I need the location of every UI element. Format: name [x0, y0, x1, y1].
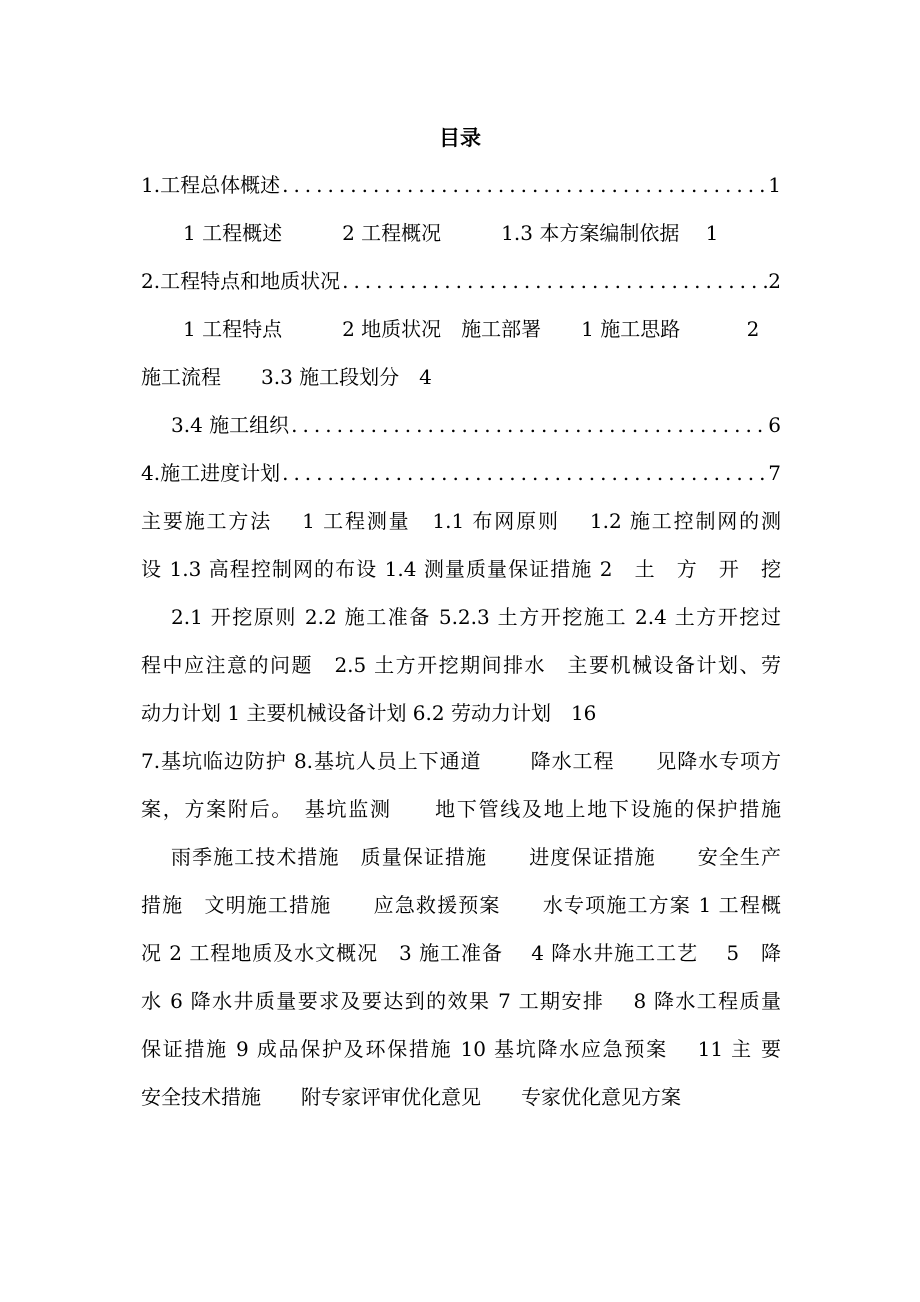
toc-entry[interactable]	[171, 410, 781, 440]
toc-page-number: 1	[768, 173, 781, 197]
toc-leader-dots	[340, 266, 768, 296]
toc-subentries: 施工流程 3.3 施工段划分 4	[141, 365, 432, 389]
toc-subentries: 1 工程概述 2 工程概况 1.3 本方案编制依据 1	[183, 221, 719, 245]
toc-subentries: 动力计划 1 主要机械设备计划 6.2 劳动力计划 16	[141, 701, 597, 725]
toc-subentries: 主要施工方法 1 工程测量 1.1 布网原则 1.2 施工控制网的测	[141, 509, 781, 533]
toc-leader-dots	[289, 410, 768, 440]
toc-entry-label: 4.施工进度计划	[141, 461, 281, 485]
toc-subentries: 水 6 降水井质量要求及要达到的效果 7 工期安排 8 降水工程质量	[141, 989, 781, 1013]
toc-page-number: 6	[768, 413, 781, 437]
toc-leader-dots	[280, 458, 768, 488]
toc-subentries: 1 工程特点 2 地质状况 施工部署 1 施工思路 2	[183, 317, 760, 341]
toc-subentries: 雨季施工技术措施 质量保证措施 进度保证措施 安全生产	[171, 845, 781, 869]
toc-subentries: 保证措施 9 成品保护及环保措施 10 基坑降水应急预案 11 主 要	[141, 1037, 781, 1061]
toc-entry-label: 2.工程特点和地质状况	[141, 269, 341, 293]
toc-subentries: 案，方案附后。 基坑监测 地下管线及地上地下设施的保护措施	[141, 797, 781, 821]
toc-page-number: 2	[768, 269, 781, 293]
toc-subentries: 2.1 开挖原则 2.2 施工准备 5.2.3 土方开挖施工 2.4 土方开挖过	[171, 605, 781, 629]
toc-subentries: 安全技术措施 附专家评审优化意见 专家优化意见方案	[141, 1085, 681, 1109]
toc-entry-label: 3.4 施工组织	[171, 413, 290, 437]
toc-subentries: 况 2 工程地质及水文概况 3 施工准备 4 降水井施工工艺 5 降	[141, 941, 781, 965]
toc-subentries: 程中应注意的问题 2.5 土方开挖期间排水 主要机械设备计划、劳	[141, 653, 781, 677]
toc-subentries: 7.基坑临边防护 8.基坑人员上下通道 降水工程 见降水专项方	[141, 749, 781, 773]
toc-subentries: 措施 文明施工措施 应急救援预案 水专项施工方案 1 工程概	[141, 893, 781, 917]
toc-entry[interactable]	[141, 170, 781, 200]
toc-leader-dots	[280, 170, 768, 200]
toc-entry[interactable]	[141, 458, 781, 488]
page-title: 目录	[439, 126, 481, 150]
toc-entry[interactable]	[141, 266, 781, 296]
toc-entry-label: 1.工程总体概述	[141, 173, 281, 197]
toc-page-number: 7	[768, 461, 781, 485]
toc-subentries: 设 1.3 高程控制网的布设 1.4 测量质量保证措施 2 土 方 开 挖	[141, 557, 781, 581]
